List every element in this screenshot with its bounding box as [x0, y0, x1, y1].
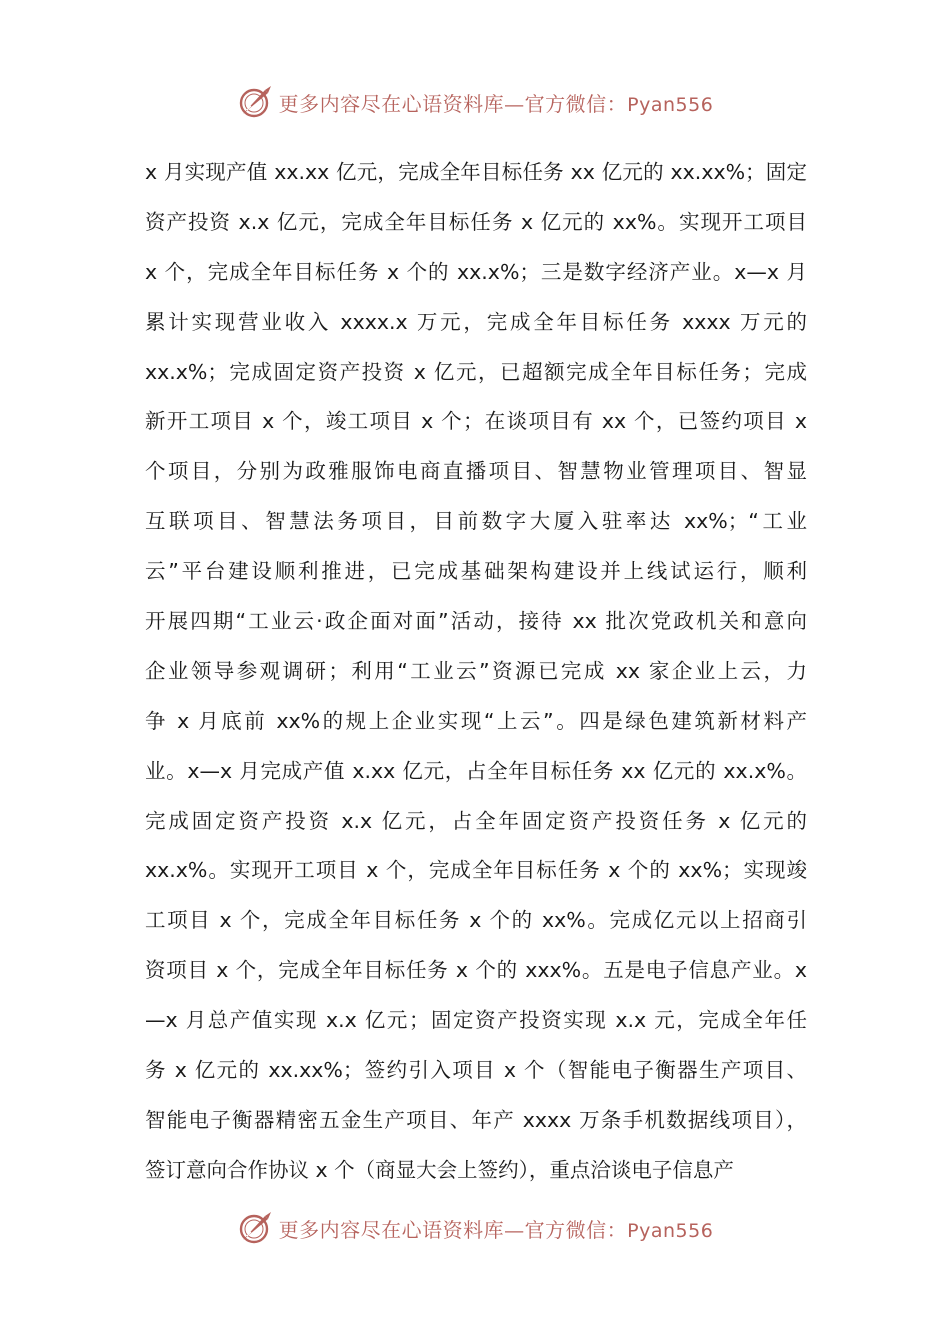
body-line: 累计实现营业收入 xxxx.x 万元，完成全年目标任务 xxxx 万元的: [145, 309, 807, 334]
quill-pen-logo-icon: [237, 1210, 273, 1246]
body-line: 智能电子衡器精密五金生产项目、年产 xxxx 万条手机数据线项目），: [145, 1107, 807, 1132]
header-wechat-id: Pyan556: [627, 93, 714, 116]
header-banner-text: 更多内容尽在心语资料库—官方微信：Pyan556: [278, 91, 714, 116]
body-line: 签订意向合作协议 x 个（商显大会上签约），重点洽谈电子信息产: [145, 1157, 734, 1182]
body-line: 云”平台建设顺利推进，已完成基础架构建设并上线试运行，顺利: [145, 559, 807, 584]
body-line: 务 x 亿元的 xx.xx%；签约引入项目 x 个（智能电子衡器生产项目、: [145, 1058, 807, 1083]
body-line: x 个，完成全年目标任务 x 个的 xx.x%；三是数字经济产业。x—x 月: [145, 259, 807, 284]
body-line: xx.x%。实现开工项目 x 个，完成全年目标任务 x 个的 xx%；实现竣: [145, 858, 807, 883]
quill-pen-logo-icon: [237, 84, 273, 120]
body-line: 资项目 x 个，完成全年目标任务 x 个的 xxx%。五是电子信息产业。x: [145, 958, 807, 983]
body-line: 资产投资 x.x 亿元，完成全年目标任务 x 亿元的 xx%。实现开工项目: [145, 209, 807, 234]
body-line: 新开工项目 x 个，竣工项目 x 个；在谈项目有 xx 个，已签约项目 x: [145, 409, 807, 434]
body-line: 个项目，分别为政雅服饰电商直播项目、智慧物业管理项目、智显: [145, 459, 807, 484]
body-line: 互联项目、智慧法务项目，目前数字大厦入驻率达 xx%；“工业: [145, 509, 807, 534]
footer-wechat-id: Pyan556: [627, 1219, 714, 1242]
header-watermark-banner: [0, 82, 950, 122]
body-line: x 月实现产值 xx.xx 亿元，完成全年目标任务 xx 亿元的 xx.xx%；固定: [145, 160, 807, 184]
footer-banner-text: 更多内容尽在心语资料库—官方微信：Pyan556: [278, 1217, 714, 1242]
document-body: [145, 148, 807, 1196]
footer-watermark-banner: [0, 1208, 950, 1248]
body-line: 业。x—x 月完成产值 x.xx 亿元，占全年目标任务 xx 亿元的 xx.x%。: [145, 758, 807, 783]
body-line: 企业领导参观调研；利用“工业云”资源已完成 xx 家企业上云，力: [145, 658, 807, 683]
body-line: 争 x 月底前 xx%的规上企业实现“上云”。四是绿色建筑新材料产: [145, 708, 807, 733]
body-line: 开展四期“工业云·政企面对面”活动，接待 xx 批次党政机关和意向: [145, 609, 807, 634]
body-line: 完成固定资产投资 x.x 亿元，占全年固定资产投资任务 x 亿元的: [145, 808, 807, 833]
body-line: —x 月总产值实现 x.x 亿元；固定资产投资实现 x.x 元，完成全年任: [145, 1008, 807, 1033]
body-line: 工项目 x 个，完成全年目标任务 x 个的 xx%。完成亿元以上招商引: [145, 908, 807, 933]
body-line: xx.x%；完成固定资产投资 x 亿元，已超额完成全年目标任务；完成: [145, 359, 807, 384]
